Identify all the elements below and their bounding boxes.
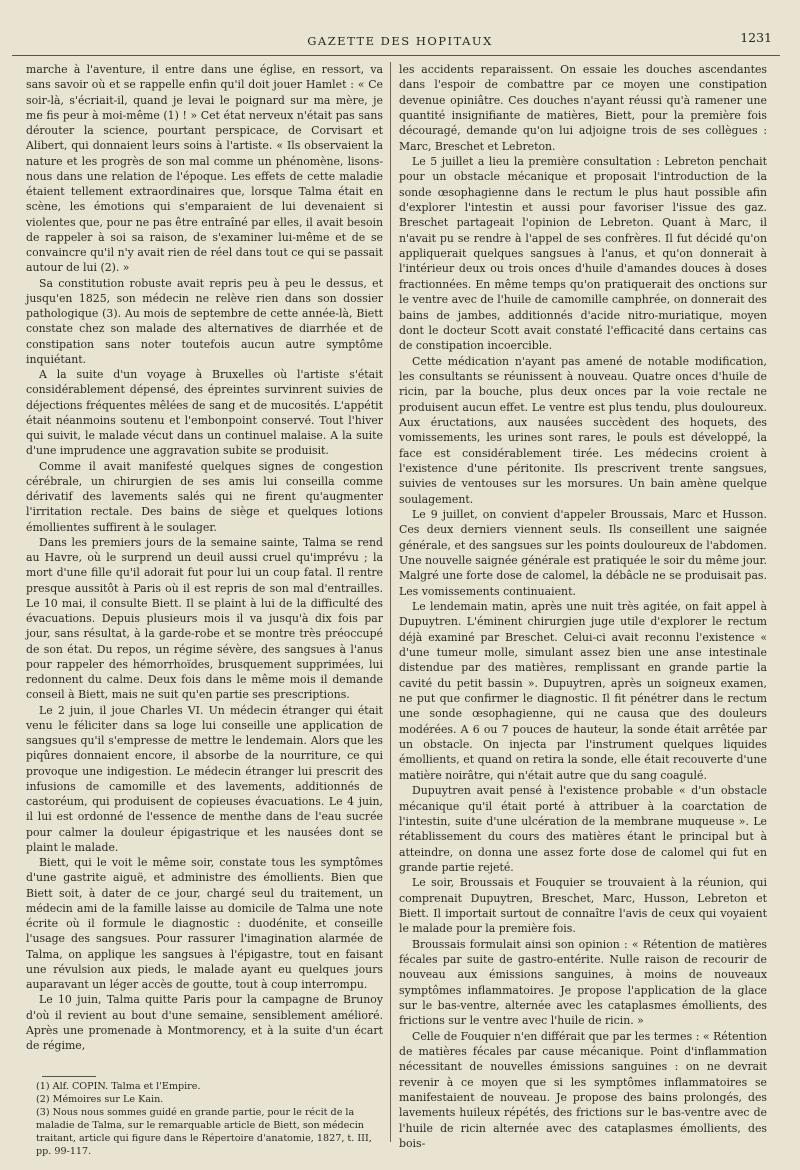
paragraph: marche à l'aventure, il entre dans une église, en ressort, va sans savoir où et se rappelle enfin qu'il doit jouer Hamlet : « Ce soir-là, s'écriait-il, quand je levai le poignard sur ma mère, je me fis peur à moi-même (1) ! » Cet état nerveux n'était pas sans dérouter la science, pourtant perspicace, de Corvisart et Alibert, qui donnaient leurs soins à l'artiste. « Ils observaient la nature et les progrès de son mal comme un phénomène, lisons-nous dans une relation de l'époque. Les effets de cette maladie étaient tellement extraordinaires que, lorsque Talma était en scène, les émotions qui s'emparaient de lui devenaient si violentes que, pour ne pas être entraîné par elles, il avait besoin de rappeler à soi sa raison, de s'examiner lui-même et de se convaincre qu'il n'y avait rien de réel dans tout ce qui se passait autour de lui (2). » — [26, 63, 383, 275]
paragraph: les accidents reparaissent. On essaie les douches ascendantes dans l'espoir de combattre par ce moyen une constipation devenue opiniâtre. Ces douches n'ayant réussi qu'à ramener une quantité insignifiante de matières, Biett, pour la première fois découragé, demande qu'on lui adjoigne trois de ses collègues : Marc, Breschet et Lebreton. — [399, 63, 767, 153]
paragraph: A la suite d'un voyage à Bruxelles où l'artiste s'était considérablement dépensé, des épreintes survinrent suivies de déjections fréquentes mêlées de sang et de mucosités. L'appétit était néanmoins soutenu et l'embonpoint conservé. Tout l'hiver qui suivit, le malade vécut dans un continuel malaise. A la suite d'une imprudence une aggravation subite se produisit. — [26, 368, 383, 458]
paragraph: Dans les premiers jours de la semaine sainte, Talma se rend au Havre, où le surprend un deuil aussi cruel qu'imprévu ; la mort d'une fille qu'il adorait fut pour lui un coup fatal. Il rentre presque aussitôt à Paris où il est repris de son mal d'entrailles. Le 10 mai, il consulte Biett. Il se plaint à lui de la difficulté des évacuations. Depuis plusieurs mois il va jusqu'à dix fois par jour, sans résultat, à la garde-robe et se montre très préoccupé de son état. Du repos, un régime sévère, des sangsues à l'anus pour rappeler des hémorrhoïdes, brusquement supprimées, lui redonnent du calme. Deux fois dans le même mois il demande conseil à Biett, mais ne suit qu'en partie ses prescriptions. — [26, 535, 383, 702]
paragraph: Biett, qui le voit le même soir, constate tous les symptômes d'une gastrite aiguë, et administre des émollients. Bien que Biett soit, à dater de ce jour, chargé seul du traitement, un médecin ami de la famille laisse au domicile de Talma une note écrite où il formule le diagnostic : duodénite, et conseille l'usage des sangsues. Pour rassurer l'imagination alarmée de Talma, on applique les sangsues à l'épigastre, tout en faisant une révulsion aux pieds, le malade ayant eu quelques jours auparavant un léger accès de goutte, tout à coup interrompu. — [26, 856, 383, 991]
paragraph: Le soir, Broussais et Fouquier se trouvaient à la réunion, qui comprenait Dupuytren, Breschet, Marc, Husson, Lebreton et Biett. Il importait surtout de connaître l'avis de ceux qui voyaient le malade pour la première fois. — [399, 876, 767, 936]
paragraph: Broussais formulait ainsi son opinion : « Rétention de matières fécales par suite de gastro-entérite. Nulle raison de recourir de nouveau aux émissions sanguines, à moins de nouveaux symptômes inflammatoires. Je propose l'application de la glace sur le bas-ventre, alternée avec les cataplasmes émollients, des frictions sur le ventre avec l'huile de ricin. » — [399, 937, 767, 1028]
paragraph: Le 5 juillet a lieu la première consultation : Lebreton penchait pour un obstacle mécanique et proposait l'introduction de la sonde œsophagienne dans le rectum le plus haut possible afin d'explorer l'intestin et aussi pour favoriser l'issue des gaz. Breschet partageait l'opinion de Lebreton. Quant à Marc, il n'avait pu se rendre à l'appel de ses confrères. Il fut décidé qu'on appliquerait quelques sangsues à l'anus, et qu'on donnerait à l'intérieur deux ou trois onces d'huile d'amandes douces à doses fractionnées. En même temps qu'on pratiquerait des onctions sur le ventre avec de l'huile de camomille camphrée, on donnerait des bains de jambes, additionnés d'acide nitro-muriatique, moyen dont le docteur Scott avait constaté l'efficacité dans certains cas de constipation incoercible. — [399, 155, 767, 353]
column-rule — [390, 62, 391, 1142]
left-column — [26, 62, 383, 1158]
right-column — [399, 62, 767, 1151]
page-number: 1231 — [740, 30, 772, 45]
paragraph: Cette médication n'ayant pas amené de notable modification, les consultants se réunissent à nouveau. Quatre onces d'huile de ricin, par la bouche, plus deux onces par la voie rectale ne produisent aucun effet. Le ventre est plus tendu, plus douloureux. Aux éructations, aux nausées succèdent des hoquets, des vomissements, les urines sont rares, le pouls est développé, la face est considérablement tirée. Les médecins croient à l'existence d'une péritonite. Ils prescrivent trente sangsues, suivies de ventouses sur les morsures. Un bain amène quelque soulagement. — [399, 354, 767, 506]
paragraph: Sa constitution robuste avait repris peu à peu le dessus, et jusqu'en 1825, son médecin ne relève rien dans son dossier pathologique (3). Au mois de septembre de cette année-là, Biett constate chez son malade des alternatives de diarrhée et de constipation sans noter toutefois aucun autre symptôme inquiétant. — [26, 276, 383, 366]
footnote-rule — [42, 1076, 96, 1077]
paragraph: Le lendemain matin, après une nuit très agitée, on fait appel à Dupuytren. L'éminent chirurgien juge utile d'explorer le rectum déjà examiné par Breschet. Celui-ci avait reconnu l'existence « d'une tumeur molle, simulant assez bien une anse intestinale distendue par des matières, remplissant en grande partie la cavité du petit bassin ». Dupuytren, après un soigneux examen, ne put que confirmer le diagnostic. Il fit pénétrer dans le rectum une sonde œsophagienne, qui ne causa que des douleurs modérées. A 6 ou 7 pouces de hauteur, la sonde était arrêtée par un obstacle. On injecta par l'instrument quelques liquides émollients, et quand on retira la sonde, elle était recouverte d'une matière noirâtre, qui n'était autre que du sang coagulé. — [399, 600, 767, 782]
paragraph: Celle de Fouquier n'en différait que par les termes : « Rétention de matières fécales par cause mécanique. Point d'inflammation nécessitant de nouvelles émissions sanguines : on ne devrait revenir à ce moyen que si les symptômes inflammatoires se manifestaient de nouveau. Je propose des bains prolongés, des lavements huileux répétés, des frictions sur le bas-ventre avec de l'huile de ricin alternée avec des cataplasmes émollients, des bois- — [399, 1029, 767, 1151]
paragraph: Le 10 juin, Talma quitte Paris pour la campagne de Brunoy d'où il revient au bout d'une semaine, sensiblement amélioré. Après une promenade à Montmorency, et à la suite d'un écart de régime, — [26, 993, 383, 1052]
footnote: (1) Alf. COPIN. Talma et l'Empire. — [36, 1081, 201, 1093]
header-rule — [12, 55, 780, 56]
paragraph: Le 2 juin, il joue Charles VI. Un médecin étranger qui était venu le féliciter dans sa loge lui conseille une application de sangsues qu'il s'empresse de mettre le lendemain. Alors que les piqûres donnaient encore, il absorbe de la nourriture, ce qui provoque une indigestion. Le médecin étranger lui prescrit des infusions de camomille et des lavements, additionnés de castoréum, qui produisent de copieuses évacuations. Le 4 juin, il lui est ordonné de l'essence de menthe dans de l'eau sucrée pour calmer la douleur épigastrique et les nausées dont se plaint le malade. — [26, 703, 383, 854]
footnotes — [26, 1080, 383, 1158]
paragraph: Comme il avait manifesté quelques signes de congestion cérébrale, un chirurgien de ses amis lui conseilla comme dérivatif des lavements salés qui ne firent qu'augmenter l'irritation rectale. Des bains de siège et quelques lotions émollientes suffirent à le soulager. — [26, 459, 383, 534]
footnote: (3) Nous nous sommes guidé en grande partie, pour le récit de la maladie de Talma, sur le remarquable article de Biett, son médecin traitant, article qui figure dans le Répertoire d'anatomie, 1827, t. III, pp. 99-117. — [36, 1107, 372, 1158]
paragraph: Le 9 juillet, on convient d'appeler Broussais, Marc et Husson. Ces deux derniers viennent seuls. Ils conseillent une saignée générale, et des sangsues sur les points douloureux de l'abdomen. Une nouvelle saignée générale est pratiquée le soir du même jour. Malgré une forte dose de calomel, la débâcle ne se produisait pas. Les vomissements continuaient. — [399, 507, 767, 598]
footnote: (2) Mémoires sur Le Kain. — [36, 1094, 164, 1106]
paragraph: Dupuytren avait pensé à l'existence probable « d'un obstacle mécanique qu'il était porté à attribuer à la coarctation de l'intestin, suite d'une ulcération de la membrane muqueuse ». Le rétablissement du cours des matières étant le principal but à atteindre, on donna une assez forte dose de calomel qui fut en grande partie rejeté. — [399, 784, 767, 874]
running-title: GAZETTE DES HOPITAUX — [307, 34, 493, 48]
